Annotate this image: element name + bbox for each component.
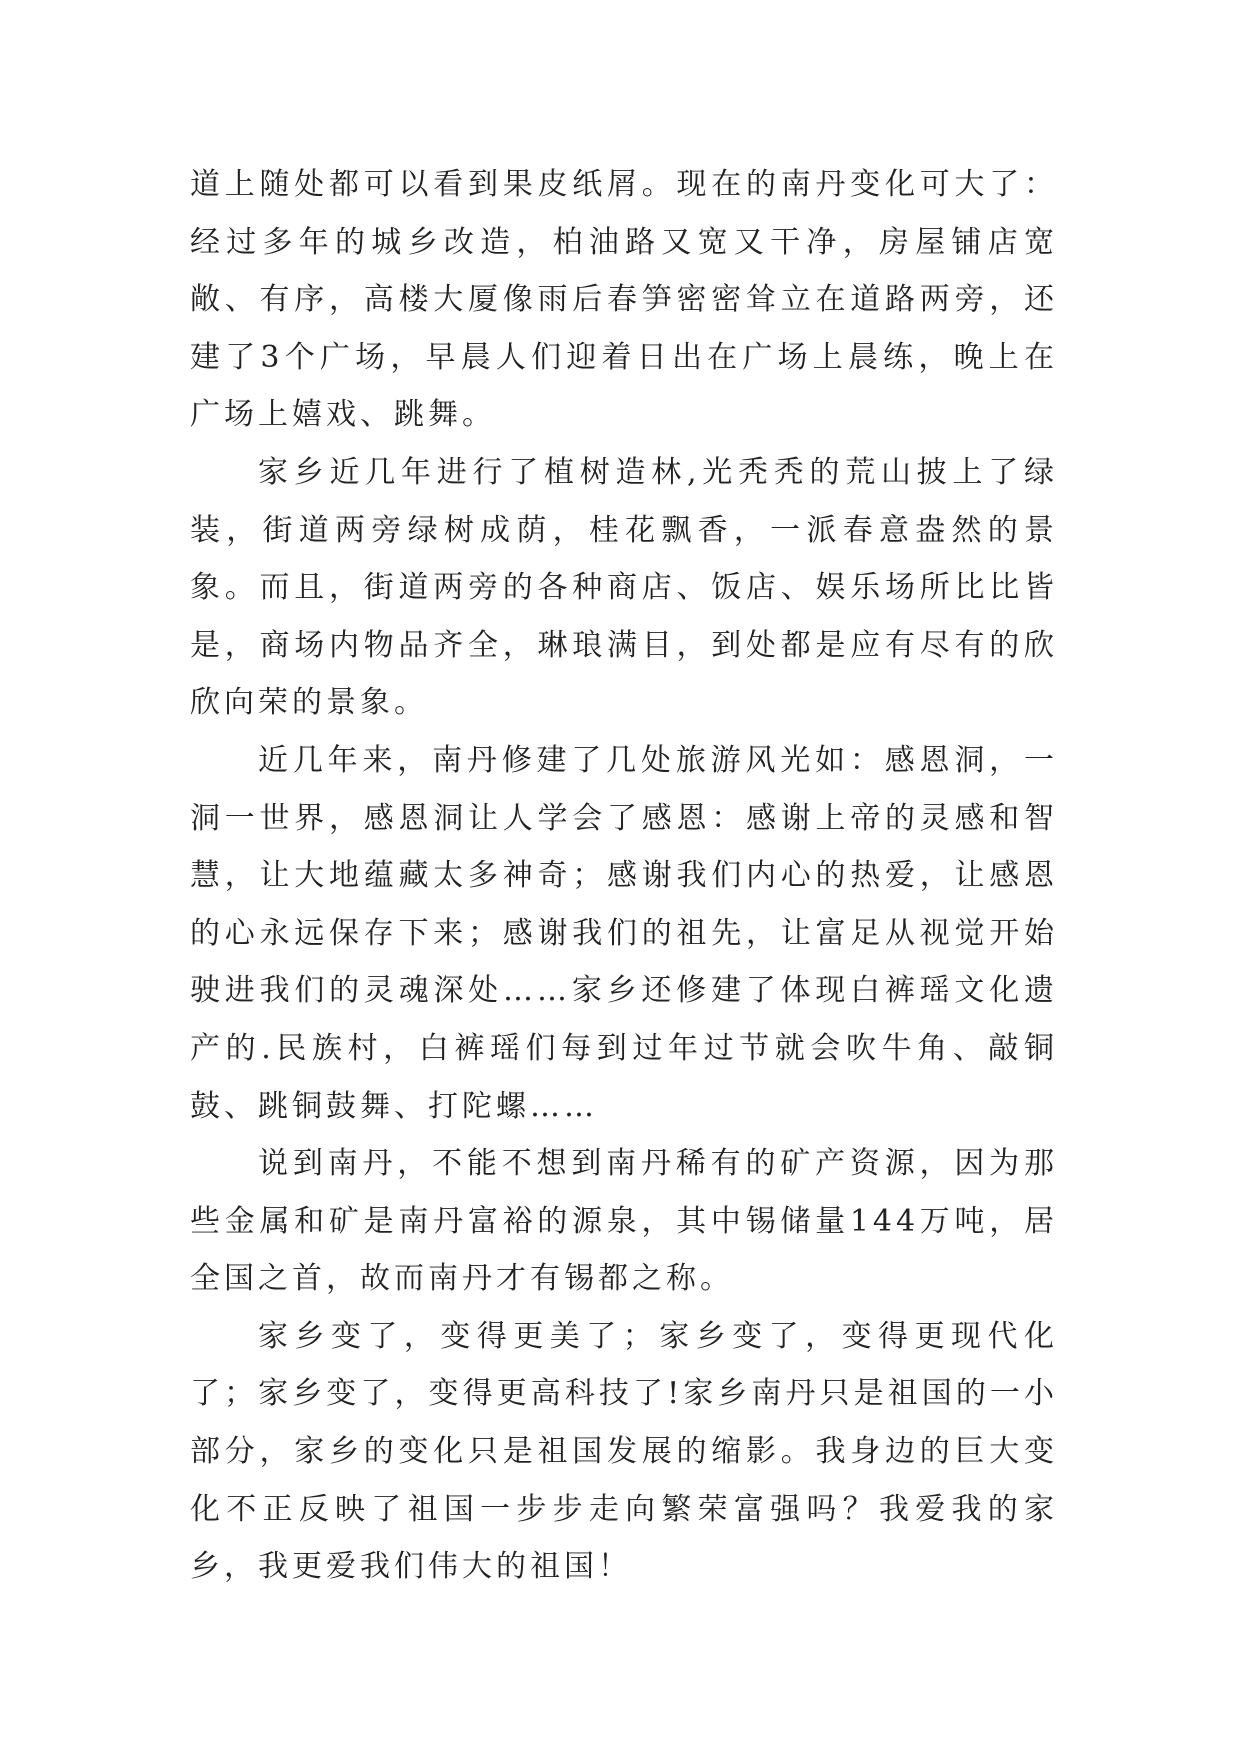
paragraph-2: 家乡近几年进行了植树造林,光秃秃的荒山披上了绿装，街道两旁绿树成荫，桂花飘香，一派春意盎然的景象。而且，街道两旁的各种商店、饭店、娱乐场所比比皆是，商场内物品齐全，琳琅满目，到处都是应有尽有的欣欣向荣的景象。: [190, 454, 1058, 721]
paragraph-4: 说到南丹，不能不想到南丹稀有的矿产资源，因为那些金属和矿是南丹富裕的源泉，其中锡储量144万吨，居全国之首，故而南丹才有锡都之称。: [190, 1146, 1058, 1297]
paragraph-5: 家乡变了，变得更美了；家乡变了，变得更现代化了；家乡变了，变得更高科技了!家乡南丹只是祖国的一小部分，家乡的变化只是祖国发展的缩影。我身边的巨大变化不正反映了祖国一步步走向繁荣富强吗？我爱我的家乡，我更爱我们伟大的祖国！: [190, 1318, 1058, 1585]
paragraph-1: 道上随处都可以看到果皮纸屑。现在的南丹变化可大了：经过多年的城乡改造，柏油路又宽又干净，房屋铺店宽敞、有序，高楼大厦像雨后春笋密密耸立在道路两旁，还建了3个广场，早晨人们迎着日出在广场上晨练，晚上在广场上嬉戏、跳舞。: [190, 167, 1058, 433]
paragraph-3: 近几年来，南丹修建了几处旅游风光如：感恩洞，一洞一世界，感恩洞让人学会了感恩：感谢上帝的灵感和智慧，让大地蕴藏太多神奇；感谢我们内心的热爱，让感恩的心永远保存下来；感谢我们的祖先，让富足从视觉开始驶进我们的灵魂深处……家乡还修建了体现白裤瑶文化遗产的.民族村，白裤瑶们每到过年过节就会吹牛角、敲铜鼓、跳铜鼓舞、打陀螺……: [190, 742, 1058, 1124]
document-body: [190, 156, 1058, 1596]
